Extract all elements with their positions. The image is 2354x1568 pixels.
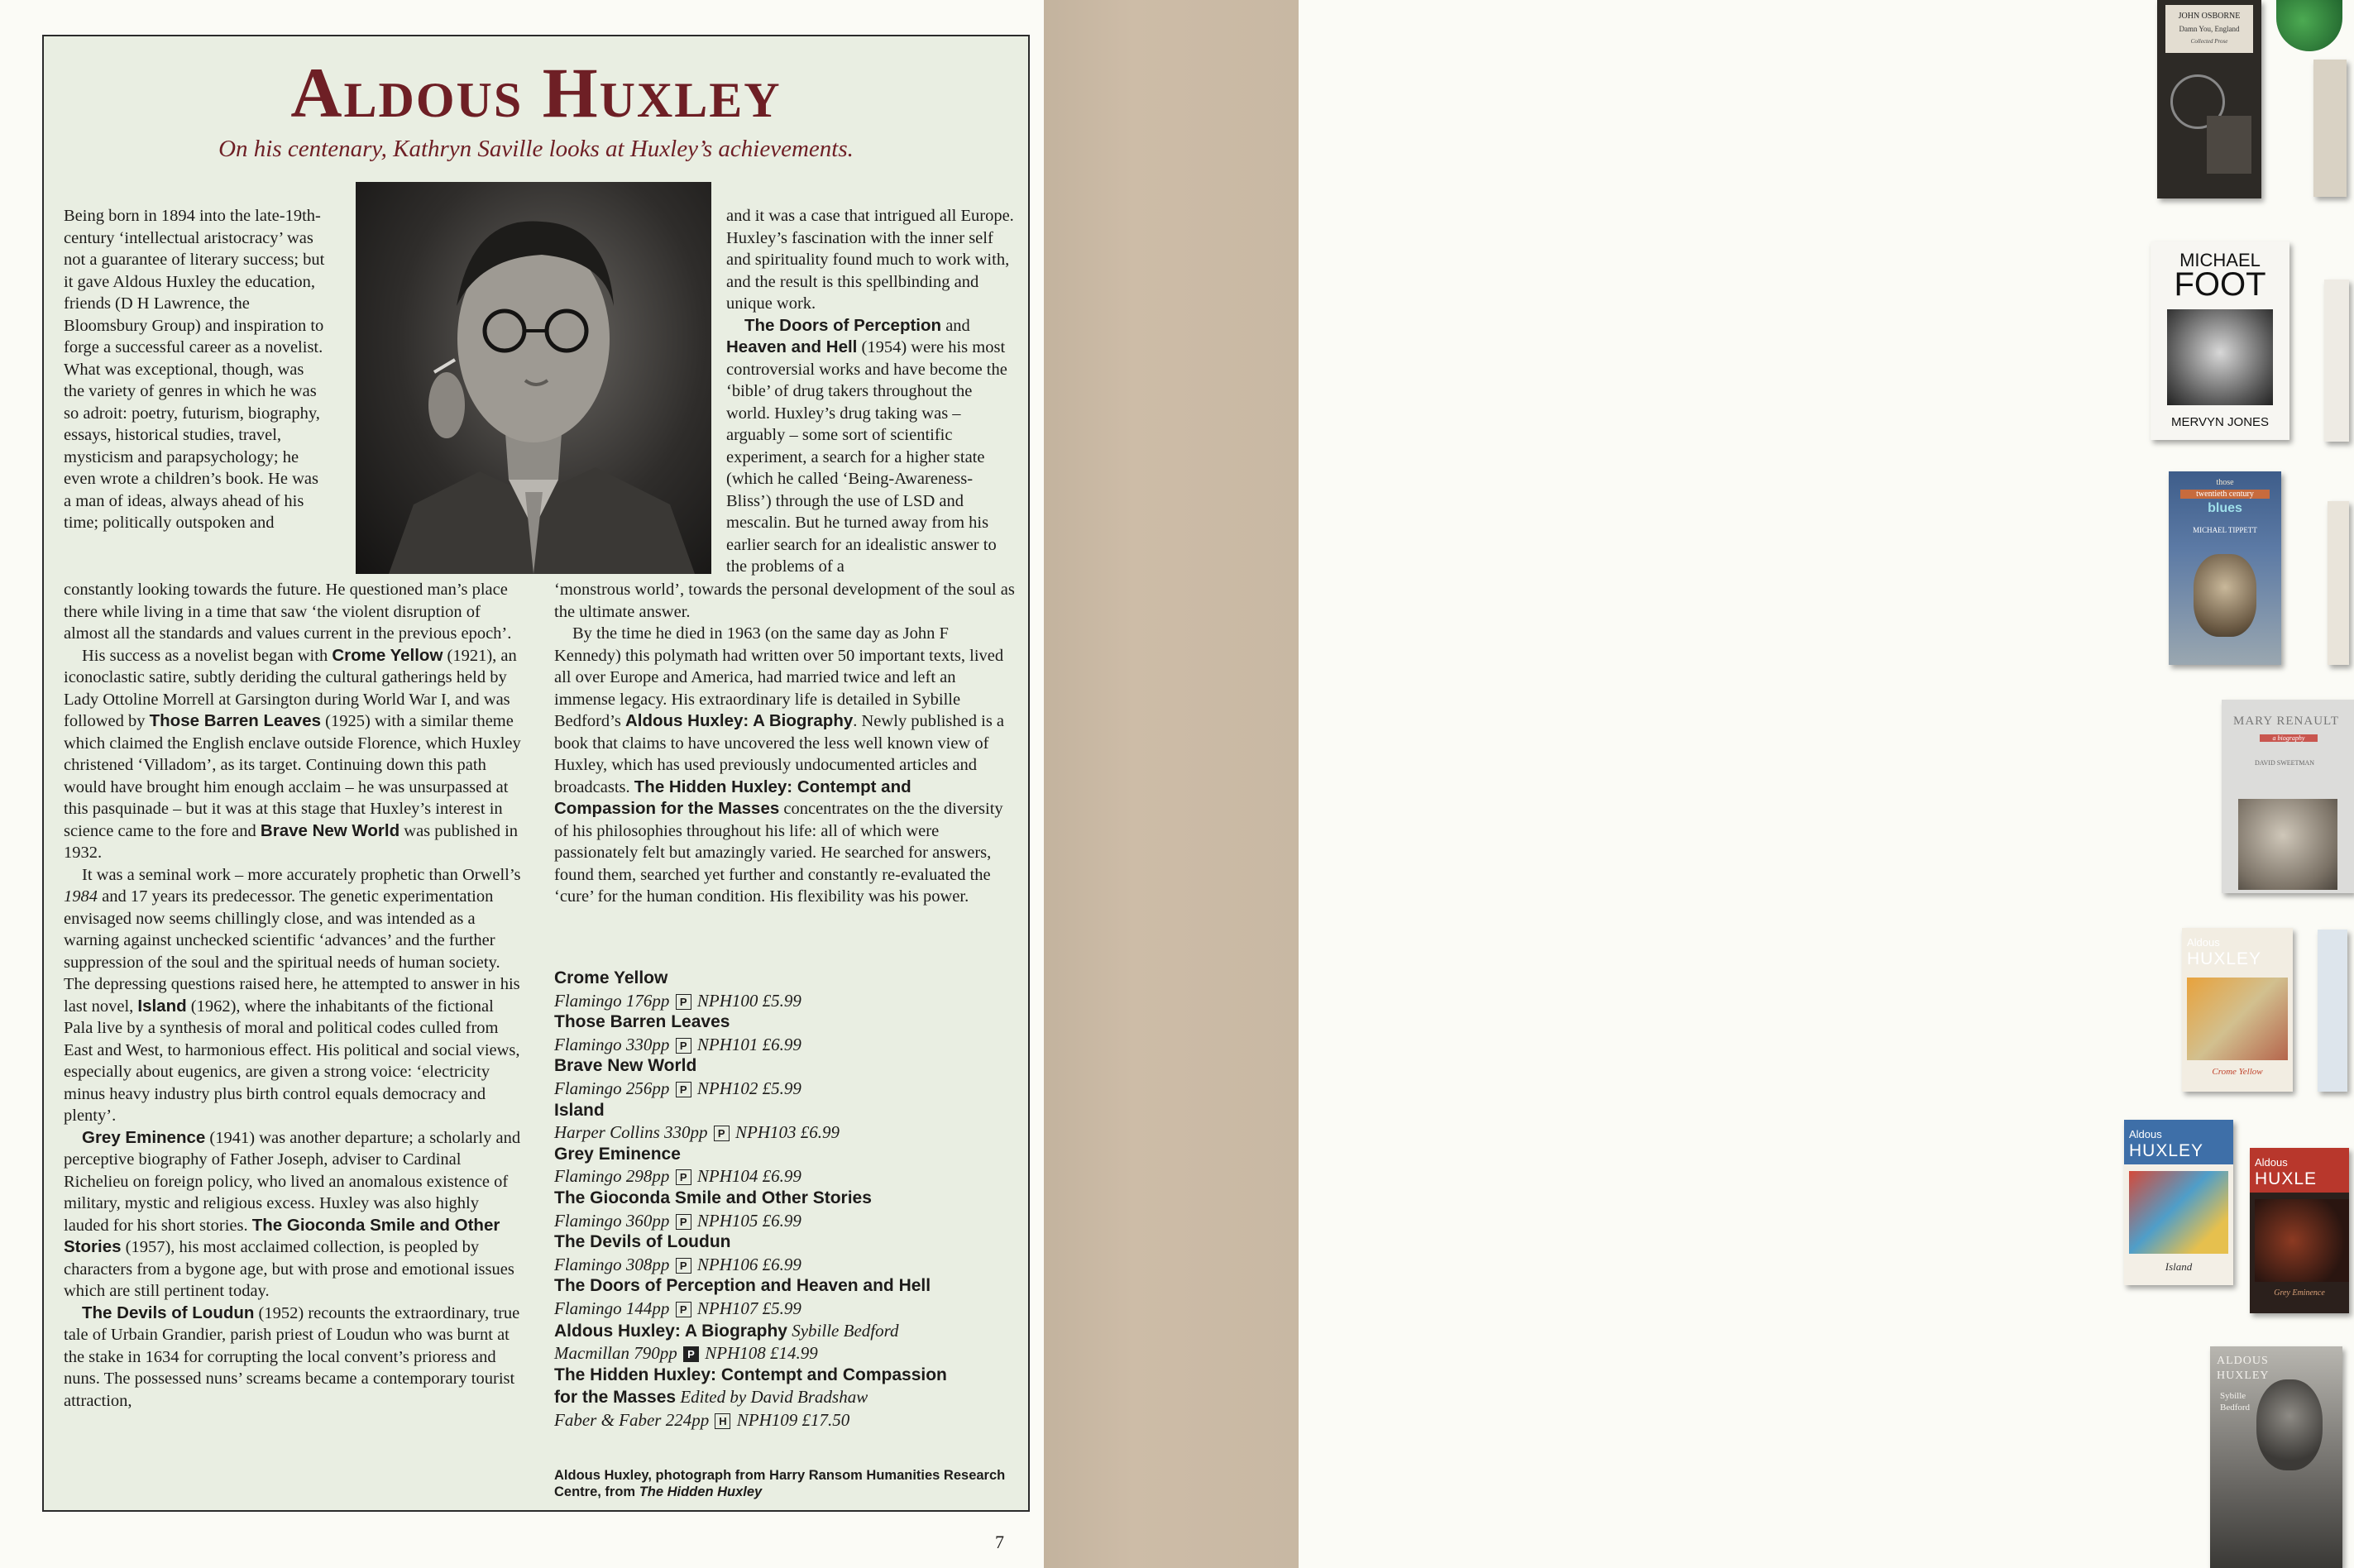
paragraph: By the time he died in 1963 (on the same day as John F Kennedy) this polymath had written over 50 important texts, lived all over Europe and America, had married twice and left an immense legacy. His extraordinary life is detailed in Sybille Bedford’s Aldous Huxley: A Biography. Newly published is a book that claims to have uncovered the less well known view of Huxley, which has used previously undocumented articles and broadcasts. The Hidden Huxley: Contempt and Compassion for the Masses concentrates on the the diversity of his philosophies throughout his life: all of which were passionately felt but amazingly varied. He searched for answers, found them, searched yet further and constantly re-evaluated the ‘cure’ for the human condition. His flexibility was his power. (554, 624, 1005, 906)
book-cover-grey-eminence (2250, 1148, 2349, 1313)
book-publisher: Harper Collins 330pp (554, 1122, 708, 1143)
cover-line1: ALDOUS (2217, 1355, 2269, 1367)
paperback-icon: P (676, 994, 691, 1010)
cover-author: MICHAEL TIPPETT (2193, 526, 2257, 534)
opposite-page-background (1044, 0, 2339, 1568)
cover-author: JOHN OSBORNE (2178, 12, 2241, 21)
book-entry (554, 968, 1017, 1011)
book-title: The Devils of Loudun (554, 1232, 731, 1252)
book-title: Those Barren Leaves (554, 1012, 730, 1032)
book-ref: Those Barren Leaves (149, 711, 321, 730)
book-cover-partial-top (2313, 60, 2347, 197)
book-cover-partial-2 (2324, 280, 2349, 442)
paperback-icon: P (676, 1214, 691, 1230)
book-cover-twentieth-century-blues (2169, 471, 2281, 665)
book-publisher: Flamingo 144pp (554, 1298, 670, 1318)
cover-by: DAVID SWEETMAN (2255, 759, 2315, 767)
column2-bottom (554, 579, 1017, 908)
paperback-icon: P (676, 1258, 691, 1274)
book-entry (554, 1144, 1017, 1188)
paperback-icon: P (676, 1169, 691, 1185)
cover-line2: FOOT (2174, 266, 2266, 303)
book-title: Crome Yellow (554, 968, 668, 987)
book-code: NPH107 £5.99 (696, 1298, 801, 1318)
huxley-photograph (356, 182, 711, 574)
paperback-icon: P (676, 1038, 691, 1054)
book-title: Grey Eminence (554, 1144, 681, 1164)
paragraph: Grey Eminence (1941) was another departure; a scholarly and perceptive biography of Father Joseph, adviser to Cardinal Richelieu on foreign policy, who lived an anomalous existence of military, mystic and religious excess. Huxley was also highly lauded for his short stories. The Gioconda Smile and Other Stories (1957), his most acclaimed collection, is peopled by characters from a bygone age, but with prose and emotional issues which are still pertinent today. (64, 1127, 521, 1300)
column1-top (64, 205, 327, 534)
book-title: Brave New World (554, 1056, 697, 1076)
paperback-icon: P (714, 1126, 730, 1141)
book-author: Edited by David Bradshaw (680, 1387, 868, 1408)
cover-top: Aldous (2187, 936, 2220, 949)
book-title-cont: for the Masses (554, 1388, 677, 1408)
caption-book-title: The Hidden Huxley (639, 1484, 763, 1499)
column2-top (726, 205, 1016, 578)
book-publisher: Faber & Faber 224pp (554, 1409, 710, 1430)
book-publisher: Flamingo 308pp (554, 1254, 670, 1274)
paragraph: His success as a novelist began with Crome Yellow (1921), an iconoclastic satire, subtly deriding the cultural gatherings held by Lady Ottoline Morrell at Garsington during World War I, and was followed by Those Barren Leaves (1925) with a similar theme which claimed the English enclave outside Florence, which Huxley christened ‘Villadom’, as its target. Continuing down this path would have brought him enough acclaim – he was unsurpassed at this pasquinade – but it was at this stage that Huxley’s interest in science came to the fore and Brave New World was published in 1932. (64, 645, 521, 862)
cover-line3: Sybille (2220, 1391, 2246, 1401)
book-cover-crome-yellow (2182, 928, 2293, 1092)
cover-top: Aldous (2255, 1156, 2288, 1169)
book-title: The Doors of Perception and Heaven and Hell (554, 1276, 931, 1296)
cover-line1: MICHAEL (2179, 250, 2261, 270)
book-cover-mary-renault (2222, 700, 2354, 893)
book-code: NPH108 £14.99 (705, 1343, 818, 1364)
cover-bottom: MERVYN JONES (2170, 415, 2270, 429)
cover-name: HUXLEY (2187, 949, 2262, 968)
book-entry (554, 1231, 1017, 1275)
book-code: NPH102 £5.99 (696, 1078, 801, 1098)
book-code: NPH101 £6.99 (696, 1034, 801, 1054)
book-ref: Heaven and Hell (726, 337, 858, 356)
article-title: Aldous Huxley (290, 53, 782, 132)
book-title: The Gioconda Smile and Other Stories (554, 1188, 872, 1207)
hardback-icon: H (715, 1413, 730, 1429)
book-author: Sybille Bedford (792, 1320, 899, 1341)
cover-name: HUXLEY (2129, 1141, 2204, 1160)
book-ref: Crome Yellow (332, 645, 443, 665)
article-box (42, 35, 1030, 1512)
page-number: 7 (995, 1532, 1004, 1552)
book-code: NPH106 £6.99 (696, 1254, 801, 1274)
book-code: NPH109 £17.50 (736, 1409, 850, 1430)
photo-caption: Aldous Huxley, photograph from Harry Ransom Humanities Research Centre, from The Hidden Huxley (554, 1468, 1006, 1499)
paperback-icon: P (676, 1082, 691, 1097)
book-entry (554, 1011, 1017, 1055)
cover-line4: Bedford (2220, 1403, 2251, 1413)
book-ref: Brave New World (260, 820, 400, 840)
book-ref: The Doors of Perception (744, 315, 942, 335)
paragraph: The Devils of Loudun (1952) recounts the extraordinary, true tale of Urbain Grandier, parish priest of Loudun who was burnt at the stake in 1634 for corrupting the local convent’s prioress and nuns. The possessed nuns’ screams became a contemporary tourist attraction, (64, 1303, 520, 1410)
book-code: NPH104 £6.99 (696, 1166, 801, 1187)
cover-bottom: Crome Yellow (2212, 1067, 2263, 1077)
book-list (554, 968, 1017, 1431)
cover-bottom: Grey Eminence (2274, 1288, 2325, 1298)
cover-line3: blues (2208, 501, 2242, 515)
cover-top: Aldous (2129, 1128, 2162, 1140)
book-entry (554, 1320, 1017, 1365)
paragraph: Being born in 1894 into the late-19th-century ‘intellectual aristocracy’ was not a guarantee of literary success; but it gave Aldous Huxley the education, friends (D H Lawrence, the Bloomsbury Group) and inspiration to forge a successful career as a novelist. What was exceptional, though, was the variety of genres in which he was so adroit: poetry, futurism, biography, essays, historical studies, travel, mysticism and parapsychology; he even wrote a children’s book. He was a man of ideas, always ahead of his time; politically outspoken and (64, 207, 325, 532)
book-entry (554, 1100, 1017, 1144)
cover-line2: twentieth century (2180, 490, 2270, 499)
paperback-icon: P (683, 1346, 699, 1362)
paragraph: The Doors of Perception and Heaven and Hell (1954) were his most controversial works and have become the ‘bible’ of drug takers throughout the world. Huxley’s drug taking was – arguably – some sort of scientific experiment, a search for a higher state (which he called ‘Being-Awareness-Bliss’) through the use of LSD and mescalin. But he turned away from his earlier search for an idealistic answer to the problems of a (726, 315, 1007, 576)
book-ref: The Hidden Huxley: Contempt and Compassion for the Masses (554, 777, 911, 818)
book-ref: Aldous Huxley: A Biography (624, 711, 854, 730)
cover-name: HUXLE (2255, 1169, 2318, 1188)
cover-line1: those (2216, 478, 2234, 487)
book-code: NPH103 £6.99 (735, 1122, 840, 1143)
book-entry (554, 1188, 1017, 1231)
book-ref: Grey Eminence (82, 1127, 206, 1147)
book-cover-island (2124, 1120, 2233, 1285)
book-title: Island (554, 1100, 605, 1120)
cover-bottom: Island (2165, 1260, 2193, 1273)
book-publisher: Flamingo 298pp (554, 1166, 670, 1187)
book-ref: Island (137, 996, 187, 1016)
book-publisher: Flamingo 330pp (554, 1034, 670, 1054)
book-ref: The Devils of Loudun (82, 1303, 255, 1322)
paragraph: constantly looking towards the future. He questioned man’s place there while living in a time that saw ‘the violent disruption of almost all the standards and values current in the previous epoch’. (64, 581, 512, 643)
cover-author: MARY RENAULT (2233, 715, 2339, 728)
book-title: Aldous Huxley: A Biography (554, 1321, 787, 1341)
book-entry (554, 1055, 1017, 1099)
cover-title: Damn You, England (2179, 25, 2240, 33)
cover-line2: HUXLEY (2217, 1370, 2270, 1382)
book-publisher: Macmillan 790pp (554, 1343, 677, 1364)
book-cover-partial-4 (2318, 930, 2347, 1092)
book-ref-italic: 1984 (64, 887, 98, 906)
cover-sub: a biography (2260, 734, 2318, 742)
book-cover-damn-you-england (2157, 0, 2261, 198)
paragraph: It was a seminal work – more accurately prophetic than Orwell’s 1984 and 17 years its predecessor. The genetic experimentation envisaged now seems chillingly close, and was intended as a warning against unchecked scientific ‘advances’ and the further suppression of the soul and the spiritual needs of human society. The depressing questions raised here, he attempted to answer in his last novel, Island (1962), where the inhabitants of the fictional Pala live by a synthesis of moral and political codes culled from East and West, to harmonious effect. His political and social views, especially about eugenics, are given a strong voice: ‘electricity minus heavy industry plus birth control equals democracy and plenty’. (64, 865, 521, 1125)
book-ref: The Gioconda Smile and Other Stories (64, 1215, 500, 1256)
paragraph: ‘monstrous world’, towards the personal development of the soul as the ultimate answer. (554, 581, 1015, 621)
book-cover-huxley-biography (2210, 1346, 2342, 1568)
green-object (2276, 0, 2342, 51)
book-cover-partial-3 (2328, 501, 2349, 665)
book-publisher: Flamingo 176pp (554, 990, 670, 1011)
article-subtitle: On his centenary, Kathryn Saville looks at Huxley’s achievements. (218, 136, 854, 162)
book-code: NPH100 £5.99 (696, 990, 801, 1011)
book-publisher: Flamingo 256pp (554, 1078, 670, 1098)
book-title: The Hidden Huxley: Contempt and Compassion (554, 1365, 947, 1384)
paragraph: and it was a case that intrigued all Europe. Huxley’s fascination with the inner self and spirituality found much to work with, and the result is this spellbinding and unique work. (726, 207, 1014, 313)
book-entry (554, 1365, 1017, 1432)
book-code: NPH105 £6.99 (696, 1210, 801, 1231)
book-publisher: Flamingo 360pp (554, 1210, 670, 1231)
book-cover-michael-foot (2151, 241, 2289, 440)
cover-sub: Collected Prose (2190, 38, 2228, 45)
column1-bottom (64, 579, 527, 1412)
book-entry (554, 1275, 1017, 1319)
paperback-icon: P (676, 1302, 691, 1317)
